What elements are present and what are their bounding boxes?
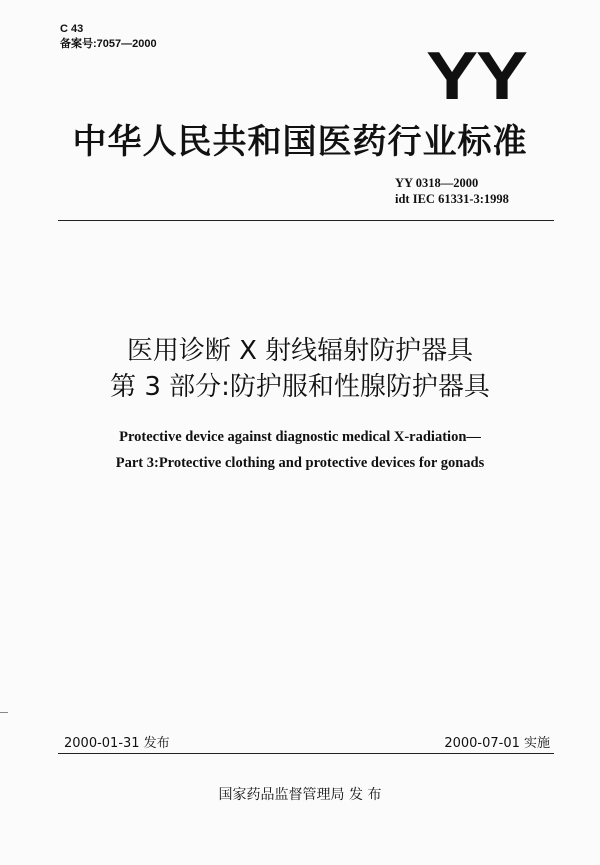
english-title-line-2: Part 3:Protective clothing and protective devices for gonads (115, 455, 485, 471)
standard-number: YY 0318—2000 (395, 176, 479, 190)
yy-logo: YY (426, 38, 526, 114)
implementation-date: 2000-07-01 实施 (444, 736, 550, 751)
english-title-line-1: Protective device against diagnostic medical X-radiation— (119, 429, 481, 445)
standard-category-title: 中华人民共和国医药行业标准 (72, 122, 528, 162)
equivalent-standard: idt IEC 61331-3:1998 (395, 192, 509, 206)
header-divider (58, 220, 554, 221)
ccs-code: C 43 (60, 23, 84, 35)
dates-row (58, 732, 554, 750)
publisher: 国家药品监督管理局 发 布 (218, 787, 382, 803)
english-title (0, 424, 600, 476)
chinese-title (0, 333, 600, 405)
issue-date: 2000-01-31 发布 (64, 736, 170, 751)
standard-number-block (395, 175, 509, 207)
classification-block (60, 22, 157, 52)
crop-mark (0, 712, 8, 713)
filing-number: 备案号:7057—2000 (60, 38, 157, 50)
footer-divider (58, 753, 554, 754)
chinese-title-line-2: 第 3 部分:防护服和性腺防护器具 (110, 372, 490, 402)
chinese-title-line-1: 医用诊断 X 射线辐射防护器具 (126, 336, 474, 366)
